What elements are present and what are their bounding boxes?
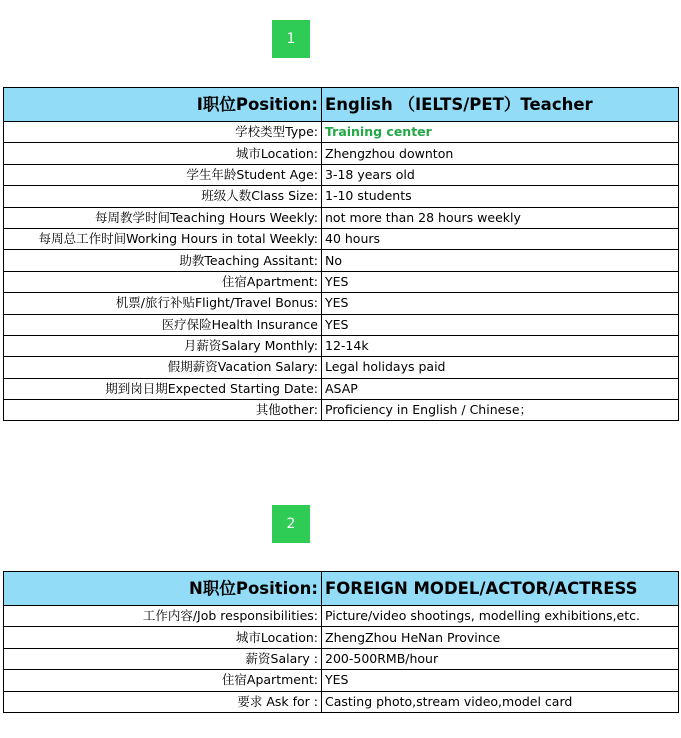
row-value: No xyxy=(322,250,679,271)
row-label: 学校类型Type: xyxy=(4,122,322,143)
row-label: 薪资Salary : xyxy=(4,648,322,669)
job-table xyxy=(3,87,679,421)
position-label: I职位Position: xyxy=(4,88,322,122)
position-label: N职位Position: xyxy=(4,572,322,606)
row-value: Zhengzhou downton xyxy=(322,143,679,164)
row-label: 每周总工作时间Working Hours in total Weekly: xyxy=(4,228,322,249)
row-label: 城市Location: xyxy=(4,143,322,164)
row-label: 要求 Ask for : xyxy=(4,691,322,712)
table-row xyxy=(4,207,679,228)
table-row xyxy=(4,228,679,249)
table-row xyxy=(4,357,679,378)
row-label: 住宿Apartment: xyxy=(4,271,322,292)
row-value: ZhengZhou HeNan Province xyxy=(322,627,679,648)
row-value: not more than 28 hours weekly xyxy=(322,207,679,228)
table-row xyxy=(4,293,679,314)
table-row xyxy=(4,271,679,292)
table-row xyxy=(4,335,679,356)
row-label: 其他other: xyxy=(4,400,322,421)
row-label: 住宿Apartment: xyxy=(4,670,322,691)
table-row xyxy=(4,122,679,143)
table-row xyxy=(4,606,679,627)
row-value: Legal holidays paid xyxy=(322,357,679,378)
row-value: Training center xyxy=(322,122,679,143)
table-row xyxy=(4,627,679,648)
row-label: 工作内容/Job responsibilities: xyxy=(4,606,322,627)
table-row xyxy=(4,400,679,421)
table-row xyxy=(4,314,679,335)
row-value: Casting photo,stream video,model card xyxy=(322,691,679,712)
job-number-badge: 1 xyxy=(272,20,310,58)
table-row xyxy=(4,378,679,399)
job-header-row xyxy=(4,88,679,122)
row-label: 假期薪资Vacation Salary: xyxy=(4,357,322,378)
row-value: 200-500RMB/hour xyxy=(322,648,679,669)
table-row xyxy=(4,648,679,669)
position-title: FOREIGN MODEL/ACTOR/ACTRESS xyxy=(322,572,679,606)
job-header-row xyxy=(4,572,679,606)
job-number-badge: 2 xyxy=(272,505,310,543)
row-value: Proficiency in English / Chinese； xyxy=(322,400,679,421)
table-row xyxy=(4,250,679,271)
row-label: 助教Teaching Assitant: xyxy=(4,250,322,271)
row-label: 每周教学时间Teaching Hours Weekly: xyxy=(4,207,322,228)
row-value: 12-14k xyxy=(322,335,679,356)
row-value: 1-10 students xyxy=(322,186,679,207)
table-row xyxy=(4,143,679,164)
row-value: ASAP xyxy=(322,378,679,399)
table-row xyxy=(4,186,679,207)
job-table xyxy=(3,571,679,713)
row-label: 学生年龄Student Age: xyxy=(4,164,322,185)
table-row xyxy=(4,670,679,691)
row-value: YES xyxy=(322,314,679,335)
table-row xyxy=(4,164,679,185)
row-value: YES xyxy=(322,670,679,691)
row-label: 班级人数Class Size: xyxy=(4,186,322,207)
row-value: 3-18 years old xyxy=(322,164,679,185)
row-label: 月薪资Salary Monthly: xyxy=(4,335,322,356)
row-value: YES xyxy=(322,293,679,314)
row-value: 40 hours xyxy=(322,228,679,249)
row-label: 医疗保险Health Insurance xyxy=(4,314,322,335)
row-label: 城市Location: xyxy=(4,627,322,648)
row-value: Picture/video shootings, modelling exhibitions,etc. xyxy=(322,606,679,627)
row-value: YES xyxy=(322,271,679,292)
table-row xyxy=(4,691,679,712)
row-label: 机票/旅行补贴Flight/Travel Bonus: xyxy=(4,293,322,314)
position-title: English （IELTS/PET）Teacher xyxy=(322,88,679,122)
row-label: 期到岗日期Expected Starting Date: xyxy=(4,378,322,399)
